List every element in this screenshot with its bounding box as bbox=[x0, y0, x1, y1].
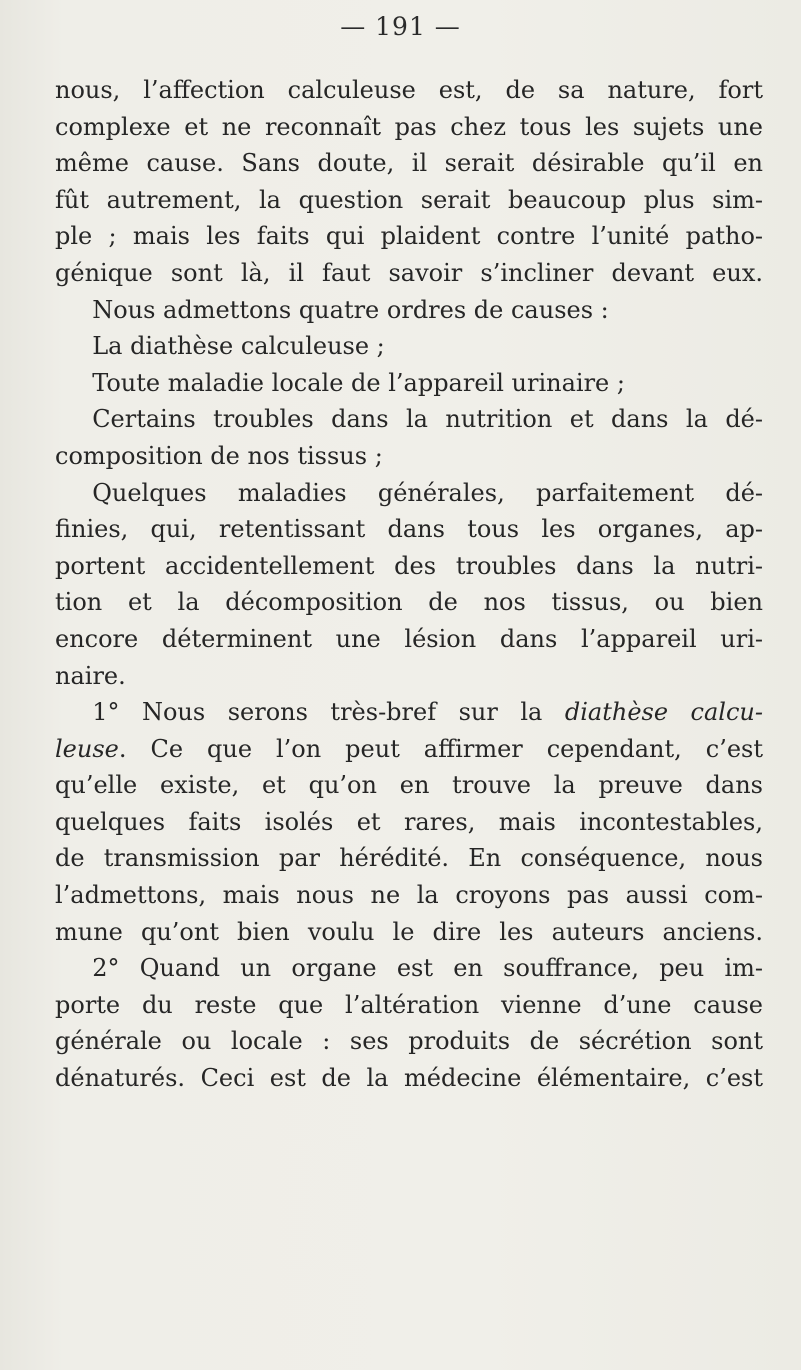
text-line: portent accidentellement des troubles dans la nutri- bbox=[55, 551, 763, 580]
text-line: ple ; mais les faits qui plaident contre l’unité patho- bbox=[55, 222, 763, 251]
text-line: naire. bbox=[55, 661, 126, 690]
section-2-start: 2° Quand un organe est en souffrance, peu im- bbox=[92, 954, 763, 983]
list-item-cause-3: Certains troubles dans la nutrition et dans la dé- bbox=[92, 405, 763, 434]
text-line: composition de nos tissus ; bbox=[55, 441, 383, 470]
text-line: nous, l’affection calculeuse est, de sa nature, fort bbox=[55, 76, 763, 104]
text-line: même cause. Sans doute, il serait désirable qu’il en bbox=[55, 149, 763, 178]
body-text bbox=[55, 72, 763, 1097]
text-line: encore déterminent une lésion dans l’appareil uri- bbox=[55, 624, 763, 653]
italic-term: leuse bbox=[55, 734, 119, 763]
text-line: porte du reste que l’altération vienne d’une cause bbox=[55, 990, 763, 1019]
italic-term: diathèse calcu- bbox=[564, 698, 763, 727]
text-line: quelques faits isolés et rares, mais incontestables, bbox=[55, 807, 763, 836]
text-line: Nous admettons quatre ordres de causes : bbox=[92, 295, 609, 324]
section-1-start bbox=[55, 694, 763, 731]
text-line: finies, qui, retentissant dans tous les organes, ap- bbox=[55, 515, 763, 544]
list-item-cause-4: Quelques maladies générales, parfaitement dé- bbox=[92, 478, 763, 507]
text-line: dénaturés. Ceci est de la médecine élémentaire, c’est bbox=[55, 1064, 763, 1093]
text-line: l’admettons, mais nous ne la croyons pas aussi com- bbox=[55, 881, 763, 910]
text-line: qu’elle existe, et qu’on en trouve la preuve dans bbox=[55, 771, 763, 800]
text-line: complexe et ne reconnaît pas chez tous les sujets une bbox=[55, 112, 763, 141]
text-line: fût autrement, la question serait beaucoup plus sim- bbox=[55, 185, 763, 214]
text-line: de transmission par hérédité. En conséquence, nous bbox=[55, 844, 763, 873]
text-run: . Ce que l’on peut affirmer cependant, c’est bbox=[118, 734, 763, 763]
text-line: tion et la décomposition de nos tissus, ou bien bbox=[55, 588, 763, 617]
text-line: générale ou locale : ses produits de sécrétion sont bbox=[55, 1027, 763, 1056]
page-number: — 191 — bbox=[340, 12, 461, 41]
text-line: génique sont là, il faut savoir s’incliner devant eux. bbox=[55, 258, 763, 287]
text-line: mune qu’ont bien voulu le dire les auteurs anciens. bbox=[55, 917, 763, 946]
list-item-cause-2: Toute maladie locale de l’appareil urinaire ; bbox=[92, 368, 625, 397]
text-line bbox=[55, 731, 763, 768]
text-run: 1° Nous serons très-bref sur la bbox=[92, 698, 565, 727]
list-item-cause-1: La diathèse calculeuse ; bbox=[92, 332, 385, 361]
